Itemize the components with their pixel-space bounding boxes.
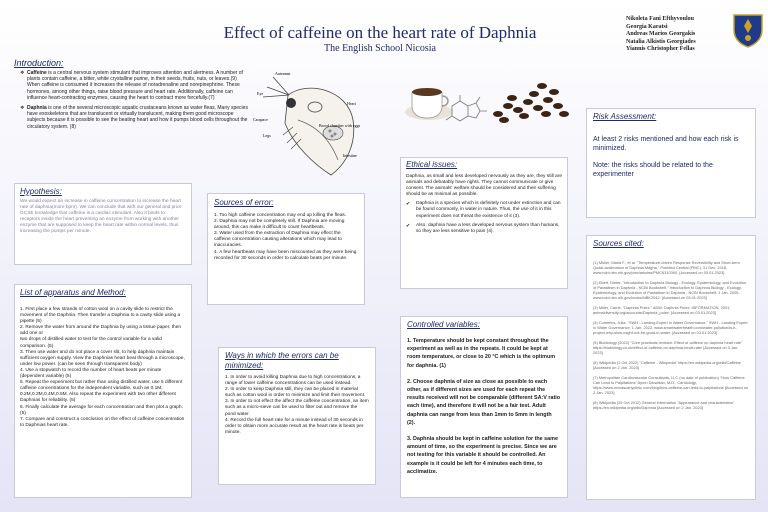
errors-heading: Sources of error: <box>214 198 274 207</box>
ethical-points <box>406 201 562 234</box>
risk-assessment-panel <box>586 108 756 218</box>
risk-body <box>593 135 749 179</box>
introduction-list <box>20 70 248 134</box>
risk-heading: Risk Assessment: <box>593 112 657 121</box>
author-name: Natalia Alkistis Georgiades <box>626 38 696 45</box>
citation: (4) Cummins, Julia. "SWH - Landing Expert in Water Governance." SWH - Landing Expert in Water Governance, 1 Jan. 2022, www.smartwaterhealth.com/water-pollution/is-it-project-why-slow-might-not-be-good-in-water. [Accessed on 03.01.2023] <box>593 320 748 335</box>
list-item: 1. Temperature should be kept constant throughout the experiment as well as in the repeats. It could be kept at room temperature, or close to 20 °C which is the optimum for daphnia. (1) <box>407 338 556 369</box>
figure-label: Carapace <box>253 117 268 122</box>
introduction-heading: Introduction: <box>14 58 64 68</box>
list-item: ✔ Daphnia is a species which is definitely not under extinction and can be found commonly, in water in nature. Thus, the use of it in this experiment does not threat the existence of it (3). <box>406 201 562 219</box>
list-item: 1. First place a few strands of cotton wool on a cavity slide to restrict the movement of the Daphnia. Then transfer a Daphnia to a cavity slide using a pipette (5) <box>20 307 181 325</box>
list-item: 4. A few heartbeats may have been miscounted as they were being recorded for 30 seconds in order to calculate beats per minute. <box>214 249 357 261</box>
ethical-body <box>406 174 562 235</box>
list-item: 4. Record the full heart rate for a minute instead of 30 seconds in order to obtain more accurate result as the heart rate is beats per minute. <box>225 417 364 435</box>
list-item: 3. Daphnia should be kept in caffeine solution for the same amount of time, so the experiment is precise. Since we are not testing for this variable it should be controlled. An example is it could be left for 4 minutes each time, to acclimatize. <box>407 436 558 475</box>
ethical-issues-panel <box>400 157 568 289</box>
list-item: 5. Repeat the experiment but rather than using distilled water, use 5 different caffeine concentrations for the independent variable, such as 0.1M, 0.2M,0.3M,0.4M,0.5M. Also repeat the experiment with two other different Daphnias for reliability. (5) <box>20 380 183 404</box>
ethical-intro: Daphnia, as small and less developed nervously as they are, they still are animals and debatably have rights. They cannot communicate or give consent. The animals' welfare should be considered and their suffering should be as minimal as possible. <box>406 174 562 198</box>
citation: (8) Wikipedia (29 Oct 2012) General Information "Appearance and characteristics" https://en.wikipedia.org/wiki/Daphnia [Accessed on 2 Jan. 2023] <box>593 400 735 410</box>
minimize-errors-panel <box>218 347 376 485</box>
figure-label: Legs <box>263 133 271 138</box>
citation: (5) Biobiology (2022) "Core practicals revision: Effect of caffeine on daphnia heart rate" https://biobiology.co.uk/effect-of-caffeine-on-daphnia-heart-rate/ [Accessed on 3 Jan. 2023] <box>593 340 743 355</box>
caffeine-molecule-icon <box>442 92 492 132</box>
intro-text: is one of the several microscopic aquatic crustaceans known as water fleas. Many species have exoskeletons that are translucent or virtually translucent, making them good microscope subjects because it is possible to see the beating heart and how it pumps blood cells throughout the circulatory system. (8) <box>27 105 248 130</box>
controlled-list <box>407 337 561 476</box>
hypothesis-text: We would expect an increase in caffeine concentration to increase the heart rate of daphnia(more bpm). We can conclude that with our general and prior GCSE knowledge that caffeine is a cardiac stimulant. Also it binds to receptors inside the heart preventing an enzyme from working with another enzyme that are supposed to keep the heart rate within normal levels, thus increasing the pumps per minute. <box>20 199 182 235</box>
school-name: The English School Nicosia <box>324 43 436 54</box>
sources-of-error-panel <box>207 193 365 305</box>
citation: (2) Ebert, Dieter. "Introduction to Daphnia Biology - Ecology, Epidemiology, and Evolution of Parasitism in Daphnia - NCBI Bookshelf." Introduction to Daphnia Biology - Ecology, Epidemiology, and Evolution of Parasitism in Daphnia - NCBI Bookshelf, 1 Jan. 2005, www.ncbi.nlm.nih.gov/books/NBK2042. [Accessed on 03.01.2023] <box>593 280 747 300</box>
figure-label: Eye <box>257 91 264 96</box>
ethical-heading: Ethical issues: <box>406 160 458 169</box>
intro-term: Daphnia <box>27 105 47 112</box>
method-heading: List of apparatus and Method: <box>20 288 126 297</box>
list-item: 2. In order to keep Daphnia still, they can be placed in material such as cotton wool in order to minimize and limit their movement. <box>225 387 366 399</box>
sources-list <box>593 260 749 410</box>
list-item <box>20 105 248 130</box>
poster-title: Effect of caffeine on the heart rate of Daphnia <box>223 23 537 42</box>
hypothesis-heading: Hypothesis: <box>20 187 62 196</box>
ways-heading: Ways in which the errors can be minimized: <box>225 351 339 370</box>
hypothesis-panel <box>14 183 192 265</box>
list-item: two drops of distilled water to test for the control variable for a valid comparison. (5) <box>20 337 162 349</box>
list-item <box>20 70 248 101</box>
author-name: Georgia Karatsi <box>626 23 668 30</box>
citation: (7) Metropolitan Cardiovascular Consultants, LLC (no date of publication) "How Caffeine Can Lead to Palpitations" Aymn Darwisan, M.D., Cardiology, https://www.mcvascarlyclinic.com/blog/how-caffeine-can-lead-to-palpitations [Accessed on 2 Jan. 2023] <box>593 375 749 395</box>
method-steps <box>20 307 186 429</box>
risk-text: At least 2 risks mentioned and how each risk is minimized. <box>593 136 739 152</box>
list-item: 7. Compare and construct a conclusion on the effect of caffeine concentration to Daphnias heart rate. <box>20 416 185 428</box>
citation: (1) Müller, Maria F., et al. "Temperature-driven Response Reversibility and Short-term Quasi-acclimation of Daphnia Magna." PubMed Central (PMC), 31 Dec. 2018, www.ncbi.nlm.nih.gov/pmc/articles/PMC6310390. [Accessed on 03.01.2023] <box>593 260 740 275</box>
figure-label: Brood chamber with eggs <box>319 123 361 128</box>
list-item: 4. Use a stopwatch to record the number of heart beats per minute (dependent variable) (5) <box>20 367 162 380</box>
list-item: 3. Water used from the extraction of Daphnia may effect the caffeine concentration causing alterations which may lead to inaccuracies. <box>214 231 342 249</box>
intro-text: is a central nervous system stimulant that improves attention and alertness. A number of plants contain caffeine, a bitter, white crystalline purine, in their seeds, fruits, nuts, or leaves.(9) When caffeine is consumed it increases the release of noradrenaline and norepinephrine. These hormones, among other things, raise blood pressure and heart rate. Additionally, caffeine can influence heart-contracting enzymes, causing the heart to contract more forcefully.(7) <box>27 70 243 101</box>
figure-label: Antennae <box>275 71 291 76</box>
errors-list <box>214 213 358 262</box>
citation: (6) Wikipedia (1 Oct 2022) "Caffeine - Wikipedia" https://en.wikipedia.org/wiki/Caffeine [Accessed on 2 Jan. 2023] <box>593 360 741 370</box>
author-name: Andreas Marios Georgakis <box>626 31 696 38</box>
citation: (3) Miller, Carrie. "Daphnia Pulex." ADW: Daphnia Pulex: INFORMATION, 2001, animaldiversity.org/accounts/Daphnia_pulex. [Accessed on 03.01.2023] <box>593 305 731 315</box>
author-name: Nikoleta Fani Efthyvoulou <box>626 16 695 22</box>
controlled-heading: Controlled variables: <box>407 320 480 329</box>
method-panel <box>14 284 192 498</box>
figure-label: Intestine <box>343 153 357 158</box>
list-item: 1. In order to avoid killing Daphnia due to high concentrations, a range of lower caffeine concentrations can be used instead. <box>225 375 361 387</box>
ways-list <box>225 375 369 436</box>
list-item: 1. Too high caffeine concentration may end up killing the fleas. <box>214 213 347 218</box>
list-item: ✔ Also, daphnia have a less developed nervous system than humans, so they are less sensitive to pain (4). <box>406 223 562 235</box>
list-item: 2. Remove the water from around the Daphnia by using a tissue paper, then add one or <box>20 325 182 337</box>
figure-label: Heart <box>347 101 356 106</box>
list-item: 3. In order to not effect the affect the caffeine concentration, an item such as a micro-sieve can be used to filter out and remove the pond water. <box>225 399 369 417</box>
list-item: 2. Daphnia may not be completely still. If Daphnia are moving around, this can make it difficult to count heartbeats. <box>214 219 345 231</box>
risk-note: Note: the risks should be related to the experimenter <box>593 162 713 178</box>
daphnia-anatomy-figure <box>253 65 383 190</box>
school-crest-icon <box>732 12 764 48</box>
sources-heading: Sources cited: <box>593 239 644 248</box>
controlled-variables-panel <box>400 316 568 498</box>
intro-term: Caffeine <box>27 70 47 76</box>
author-list <box>626 16 730 54</box>
list-item: 6. Finally calculate the average for each concentration and then plot a graph. (5) <box>20 404 183 416</box>
list-item: 2. Choose daphnia of size as close as possible to each other, as if different sizes are used for each repeat the results received will not be comparable (different SA:V ratio each time), and therefore it will not be a fair test. Adult daphnia can range from less than 1mm to 5mm in length (2). <box>407 378 561 426</box>
sources-cited-panel <box>586 235 756 500</box>
coffee-beans-icon <box>488 70 572 132</box>
list-item: 3. Then use water and do not place a cover slit, to help daphnia maintain sufficient oxygen supply. View the Daphnias heart beat through a microscope, under low power. (can be seen through transparent body) <box>20 349 185 367</box>
author-name: Yiannis Christopher Fellas <box>626 46 695 53</box>
